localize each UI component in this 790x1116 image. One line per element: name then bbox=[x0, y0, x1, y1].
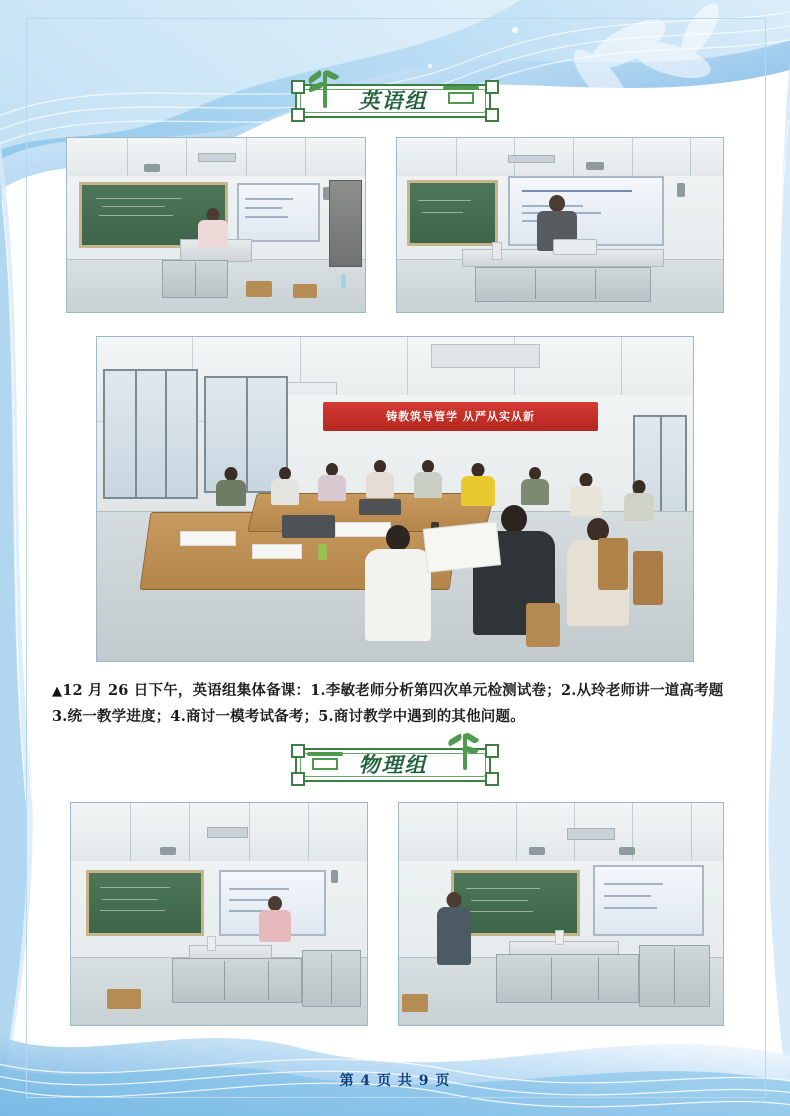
caption-text-1: 12 月 26 日下午，英语组集体备课：1.李敏老师分析第四次单元检测试卷；2.从玲老师讲一道高考题 bbox=[62, 682, 724, 699]
person bbox=[192, 208, 234, 246]
right-edge-decoration bbox=[764, 0, 790, 1116]
photo-physics-1 bbox=[70, 802, 368, 1026]
person bbox=[407, 460, 449, 512]
meeting-banner: 铸教筑导管学 从严从实从新 bbox=[323, 402, 597, 431]
caption-text-2: 3.统一教学进度；4.商讨一模考试备考；5.商讨教学中遇到的其他问题。 bbox=[52, 708, 525, 725]
page-number: 第 4 页 共 9 页 bbox=[339, 1073, 451, 1089]
person bbox=[359, 460, 401, 512]
photo-physics-2 bbox=[398, 802, 724, 1026]
section-title-physics: 物理组 bbox=[358, 752, 428, 777]
caption-line-1 bbox=[52, 678, 742, 704]
photo-english-1 bbox=[66, 137, 366, 313]
caption-marker: ▲ bbox=[52, 684, 63, 699]
photo-english-2 bbox=[396, 137, 724, 313]
section-badge-english bbox=[295, 78, 495, 124]
person bbox=[312, 463, 354, 515]
photo-english-3 bbox=[96, 336, 694, 662]
section-title-english: 英语组 bbox=[358, 88, 428, 113]
section-badge-physics bbox=[295, 742, 495, 788]
person bbox=[264, 467, 306, 519]
caption-line-2 bbox=[52, 704, 742, 729]
left-edge-decoration bbox=[0, 0, 40, 1116]
person bbox=[210, 467, 252, 519]
person bbox=[255, 896, 296, 949]
person bbox=[428, 892, 480, 981]
